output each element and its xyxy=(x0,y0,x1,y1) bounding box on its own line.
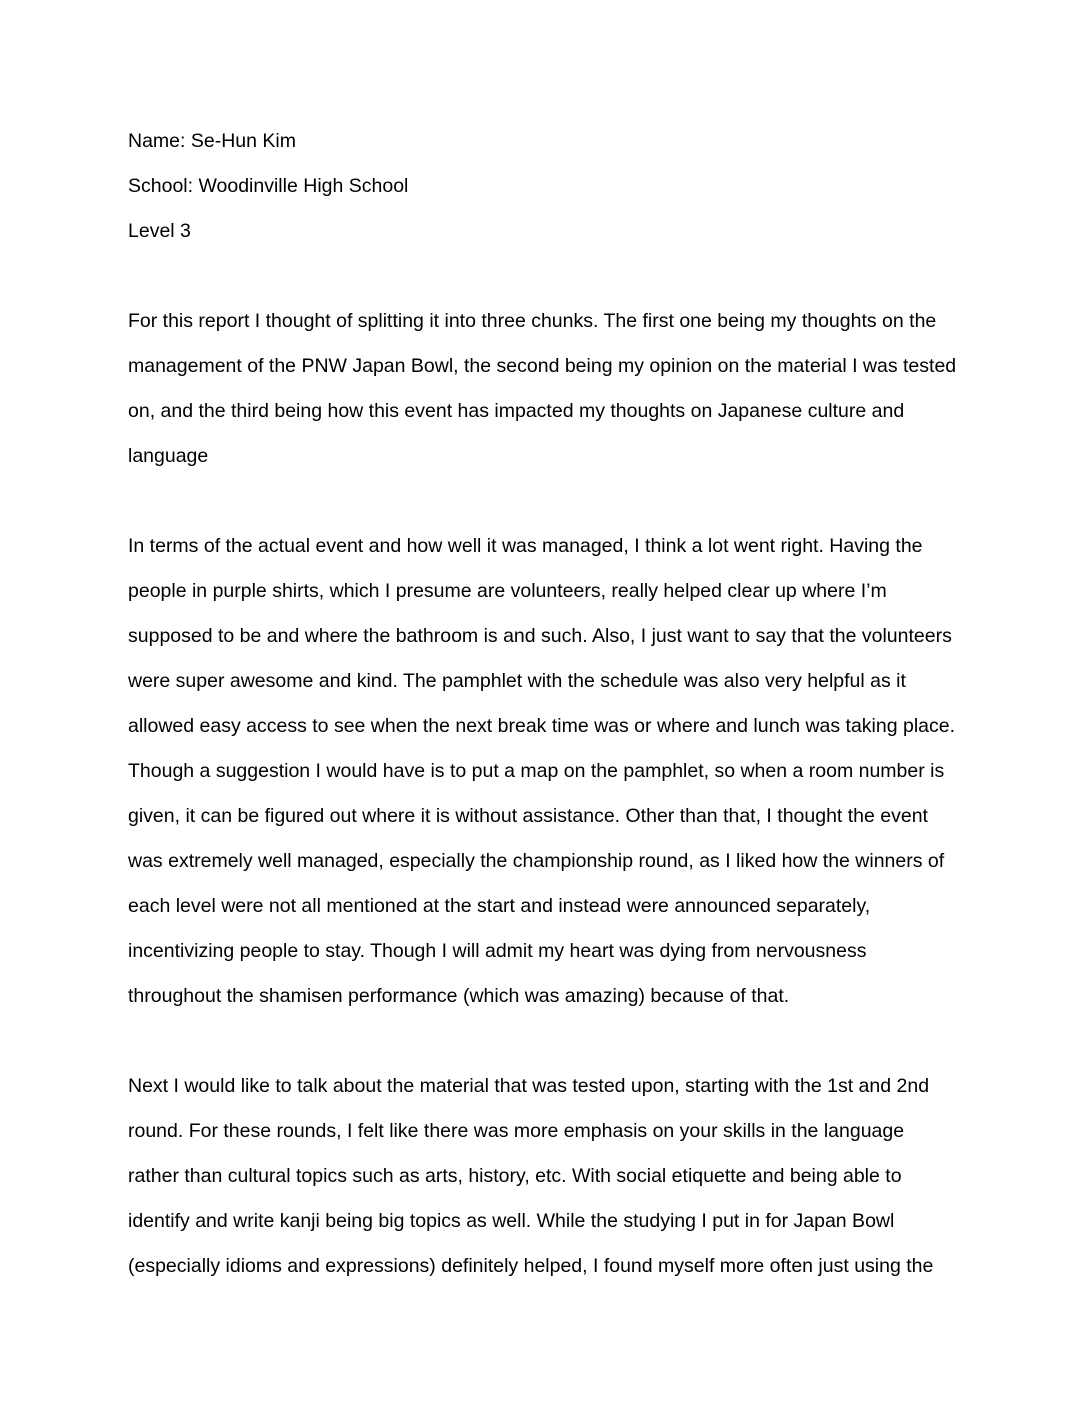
paragraph-line: management of the PNW Japan Bowl, the second being my opinion on the material I was tested xyxy=(128,355,957,377)
paragraph-line: each level were not all mentioned at the start and instead were announced separately, xyxy=(128,895,871,917)
paragraph-line: rather than cultural topics such as arts, history, etc. With social etiquette and being able to xyxy=(128,1165,902,1187)
paragraph-line: language xyxy=(128,445,209,467)
paragraph-line: given, it can be figured out where it is without assistance. Other than that, I thought the event xyxy=(128,805,928,827)
paragraph-line: identify and write kanji being big topics as well. While the studying I put in for Japan Bowl xyxy=(128,1210,895,1232)
paragraph-line: on, and the third being how this event has impacted my thoughts on Japanese culture and xyxy=(128,400,905,422)
paragraph-line: allowed easy access to see when the next break time was or where and lunch was taking place. xyxy=(128,715,956,737)
paragraph-line: Though a suggestion I would have is to put a map on the pamphlet, so when a room number is xyxy=(128,760,945,782)
header-name-line: Name: Se-Hun Kim xyxy=(128,130,296,152)
paragraph-line: throughout the shamisen performance (which was amazing) because of that. xyxy=(128,985,790,1007)
paragraph xyxy=(128,299,960,479)
paragraph xyxy=(128,524,960,1019)
header-school-line: School: Woodinville High School xyxy=(128,175,409,197)
document-body xyxy=(128,299,960,1289)
paragraph-line: round. For these rounds, I felt like there was more emphasis on your skills in the language xyxy=(128,1120,905,1142)
paragraph-line: people in purple shirts, which I presume are volunteers, really helped clear up where I’m xyxy=(128,580,887,602)
paragraph-line: Next I would like to talk about the material that was tested upon, starting with the 1st and 2nd xyxy=(128,1075,930,1097)
paragraph-line: For this report I thought of splitting it into three chunks. The first one being my thoughts on the xyxy=(128,310,937,332)
paragraph-line: were super awesome and kind. The pamphlet with the schedule was also very helpful as it xyxy=(128,670,906,692)
paragraph-line: In terms of the actual event and how well it was managed, I think a lot went right. Having the xyxy=(128,535,923,557)
header-level-line: Level 3 xyxy=(128,220,191,242)
paragraph-line: incentivizing people to stay. Though I will admit my heart was dying from nervousness xyxy=(128,940,867,962)
paragraph xyxy=(128,1064,960,1289)
paragraph-line: supposed to be and where the bathroom is and such. Also, I just want to say that the volunteers xyxy=(128,625,952,647)
paragraph-line: was extremely well managed, especially the championship round, as I liked how the winners of xyxy=(128,850,945,872)
document-header xyxy=(128,119,960,254)
paragraph-line: (especially idioms and expressions) definitely helped, I found myself more often just using the xyxy=(128,1255,934,1277)
